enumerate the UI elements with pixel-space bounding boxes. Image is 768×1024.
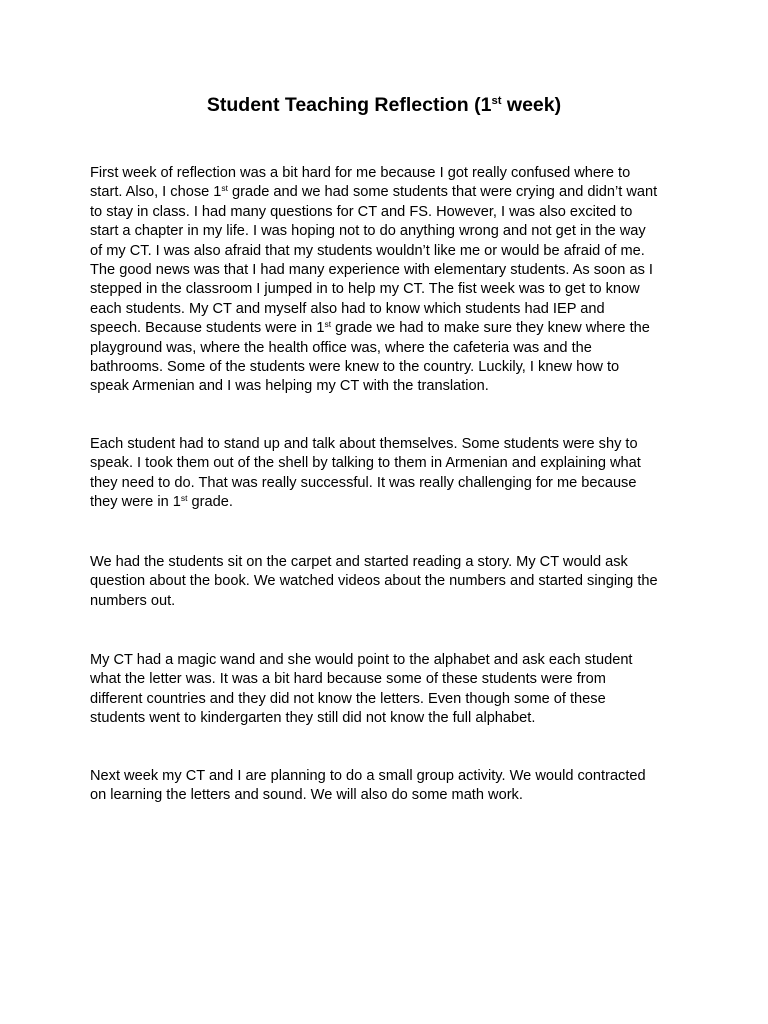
paragraph-line: what the letter was. It was a bit hard because some of these students were from xyxy=(90,671,606,688)
document-title xyxy=(0,92,768,118)
paragraph-line: start a chapter in my life. I was hoping not to do anything wrong and not get in the way xyxy=(90,223,646,240)
paragraph-line: First week of reflection was a bit hard for me because I got really confused where to xyxy=(90,165,631,181)
line-superscript: st xyxy=(221,183,228,194)
line-text-post: grade. xyxy=(187,494,233,511)
paragraph-line: stepped in the classroom I jumped in to help my CT. The fist week was to get to know xyxy=(90,281,640,298)
paragraph-line: they need to do. That was really successful. It was really challenging for me because xyxy=(90,474,637,491)
paragraph-line xyxy=(90,493,690,512)
paragraph-line: speak Armenian and I was helping my CT with the translation. xyxy=(90,378,489,395)
paragraph-line: speak. I took them out of the shell by talking to them in Armenian and explaining what xyxy=(90,455,641,472)
paragraph-3 xyxy=(90,553,690,611)
paragraph-line: numbers out. xyxy=(90,592,176,609)
paragraph-line: each students. My CT and myself also had to know which students had IEP and xyxy=(90,300,605,317)
line-text-pre: start. Also, I chose 1 xyxy=(90,184,222,201)
paragraph-line: students went to kindergarten they still did not know the full alphabet. xyxy=(90,710,536,727)
title-text-post: week) xyxy=(501,94,562,116)
paragraph-line: bathrooms. Some of the students were knew to the country. Luckily, I knew how to xyxy=(90,359,620,376)
paragraph-line: My CT had a magic wand and she would point to the alphabet and ask each student xyxy=(90,652,633,668)
line-text-post: grade and we had some students that were crying and didn’t want xyxy=(228,184,658,201)
paragraph-line: We had the students sit on the carpet and started reading a story. My CT would ask xyxy=(90,554,628,570)
paragraph-line: playground was, where the health office was, where the cafeteria was and the xyxy=(90,339,592,356)
line-text-pre: speech. Because students were in 1 xyxy=(90,320,325,337)
paragraph-line: of my CT. I was also afraid that my students wouldn’t like me or would be afraid of me. xyxy=(90,242,645,259)
paragraph-line xyxy=(90,319,690,338)
paragraph-line: Each student had to stand up and talk about themselves. Some students were shy to xyxy=(90,436,638,452)
paragraph-4 xyxy=(90,651,690,729)
paragraph-1 xyxy=(90,164,690,397)
line-text-post: grade we had to make sure they knew where the xyxy=(331,320,650,337)
paragraph-line: Next week my CT and I are planning to do a small group activity. We would contracted xyxy=(90,768,646,784)
paragraph-line: to stay in class. I had many questions for CT and FS. However, I was also excited to xyxy=(90,203,633,220)
paragraph-5 xyxy=(90,767,690,806)
paragraph-2 xyxy=(90,435,690,513)
paragraph-line: different countries and they did not know the letters. Even though some of these xyxy=(90,690,606,707)
paragraph-line: on learning the letters and sound. We will also do some math work. xyxy=(90,787,523,804)
title-text-pre: Student Teaching Reflection (1 xyxy=(206,94,492,116)
line-superscript: st xyxy=(180,493,188,504)
title-superscript: st xyxy=(491,95,502,108)
paragraph-line: The good news was that I had many experience with elementary students. As soon as I xyxy=(90,262,653,279)
paragraph-line xyxy=(90,183,690,202)
line-superscript: st xyxy=(324,319,332,330)
line-text-pre: they were in 1 xyxy=(90,494,181,511)
paragraph-line: question about the book. We watched videos about the numbers and started singing the xyxy=(90,573,658,590)
